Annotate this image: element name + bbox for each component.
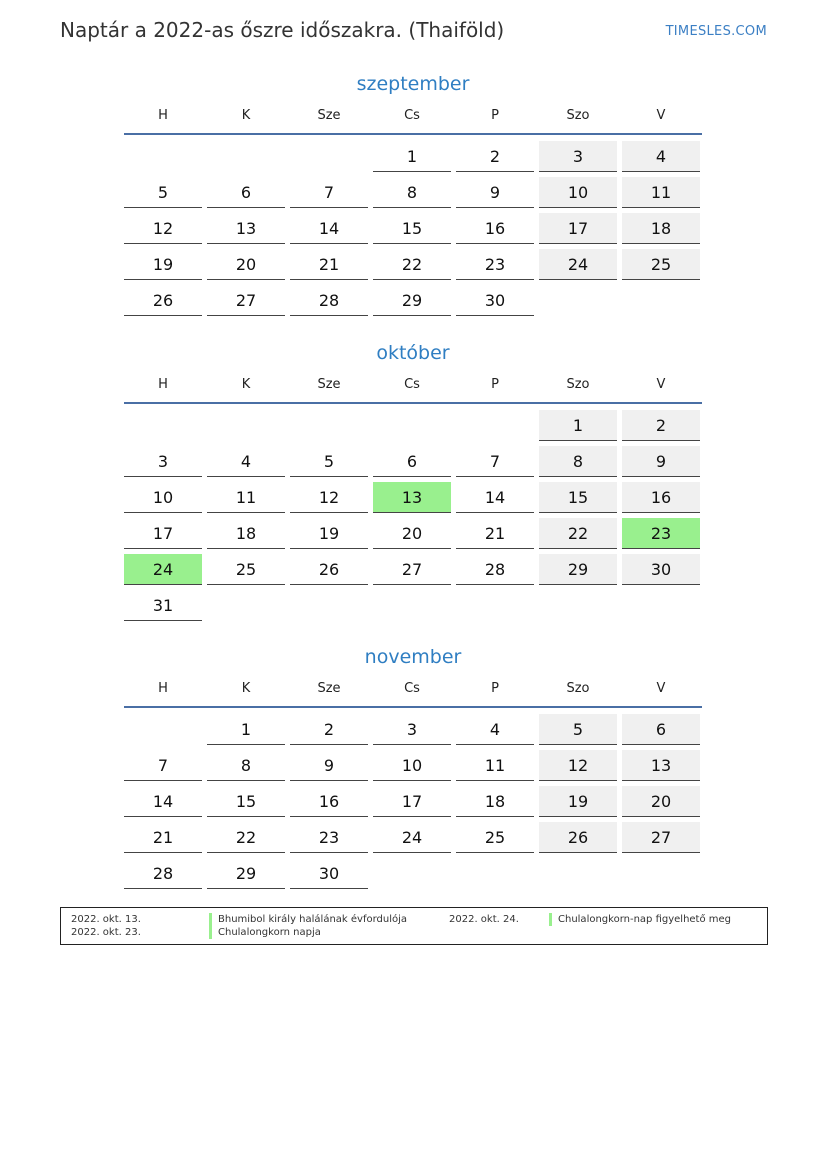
weekday-label: H [158,681,168,696]
day-cell: 9 [290,750,368,781]
day-cell: 14 [124,786,202,817]
weekday-label: V [656,108,666,123]
day-cell: 30 [290,858,368,889]
day-cell: 2 [456,141,534,172]
day-cell: 4 [207,446,285,477]
weekday-label: P [491,377,499,392]
month-september [124,72,702,316]
day-cell: 26 [539,822,617,853]
day-cell: 2 [622,410,700,441]
day-cell: 10 [124,482,202,513]
day-cell: 28 [456,554,534,585]
empty-day-cell [124,141,202,172]
day-cell: 16 [456,213,534,244]
holiday-day-cell: 23 [622,518,700,549]
day-cell: 13 [622,750,700,781]
empty-day-cell [124,714,202,745]
day-cell: 15 [207,786,285,817]
day-cell: 7 [290,177,368,208]
day-cell: 19 [124,249,202,280]
weekday-label: H [158,108,168,123]
legend-date: 2022. okt. 23. [71,927,141,938]
day-cell: 14 [290,213,368,244]
day-cell: 17 [373,786,451,817]
empty-day-cell [456,410,534,441]
month-november [124,645,702,889]
days-grid [124,410,702,621]
day-cell: 23 [290,822,368,853]
weekday-header [124,107,702,135]
weekday-label: P [491,681,499,696]
day-cell: 17 [124,518,202,549]
day-cell: 27 [207,285,285,316]
holiday-color-mark [549,913,552,926]
day-cell: 14 [456,482,534,513]
weekday-label: Cs [404,681,420,696]
day-cell: 11 [207,482,285,513]
weekday-label: V [656,681,666,696]
day-cell: 23 [456,249,534,280]
day-cell: 17 [539,213,617,244]
day-cell: 15 [373,213,451,244]
day-cell: 25 [622,249,700,280]
day-cell: 19 [539,786,617,817]
day-cell: 5 [290,446,368,477]
empty-day-cell [207,410,285,441]
days-grid [124,714,702,889]
weekday-label: K [241,681,251,696]
day-cell: 12 [539,750,617,781]
day-cell: 22 [539,518,617,549]
legend-date: 2022. okt. 24. [449,914,519,925]
weekday-label: Sze [317,108,341,123]
weekday-label: Szo [566,377,590,392]
day-cell: 20 [207,249,285,280]
empty-day-cell [290,141,368,172]
weekday-label: Sze [317,377,341,392]
day-cell: 13 [207,213,285,244]
day-cell: 27 [622,822,700,853]
day-cell: 18 [456,786,534,817]
day-cell: 12 [290,482,368,513]
legend-text: Chulalongkorn-nap figyelhető meg [558,914,732,925]
site-link[interactable]: TIMESLES.COM [665,24,767,39]
day-cell: 3 [539,141,617,172]
day-cell: 1 [207,714,285,745]
empty-day-cell [207,141,285,172]
day-cell: 24 [373,822,451,853]
day-cell: 5 [124,177,202,208]
day-cell: 7 [124,750,202,781]
day-cell: 4 [456,714,534,745]
day-cell: 11 [622,177,700,208]
legend-item [71,913,431,926]
legend-date: 2022. okt. 13. [71,914,141,925]
weekday-label: K [241,108,251,123]
weekday-header [124,376,702,404]
month-title: november [364,646,462,668]
day-cell: 25 [207,554,285,585]
day-cell: 21 [290,249,368,280]
day-cell: 18 [207,518,285,549]
day-cell: 28 [290,285,368,316]
holiday-day-cell: 24 [124,554,202,585]
legend-item [71,926,431,939]
day-cell: 16 [622,482,700,513]
day-cell: 6 [373,446,451,477]
day-cell: 30 [622,554,700,585]
day-cell: 15 [539,482,617,513]
empty-day-cell [124,410,202,441]
day-cell: 29 [539,554,617,585]
day-cell: 3 [373,714,451,745]
day-cell: 3 [124,446,202,477]
day-cell: 8 [373,177,451,208]
day-cell: 9 [456,177,534,208]
day-cell: 19 [290,518,368,549]
day-cell: 7 [456,446,534,477]
weekday-label: Szo [566,681,590,696]
day-cell: 28 [124,858,202,889]
day-cell: 1 [539,410,617,441]
day-cell: 6 [207,177,285,208]
day-cell: 22 [373,249,451,280]
weekday-label: P [491,108,499,123]
day-cell: 11 [456,750,534,781]
weekday-label: H [158,377,168,392]
month-october [124,341,702,621]
day-cell: 27 [373,554,451,585]
holiday-legend [60,907,768,945]
legend-item [449,913,759,926]
day-cell: 26 [290,554,368,585]
weekday-label: Cs [404,108,420,123]
day-cell: 10 [373,750,451,781]
day-cell: 26 [124,285,202,316]
weekday-label: Cs [404,377,420,392]
month-title: szeptember [356,73,470,95]
month-title: október [376,342,450,364]
weekday-header [124,680,702,708]
holiday-color-mark [209,913,212,926]
day-cell: 16 [290,786,368,817]
day-cell: 31 [124,590,202,621]
legend-text: Chulalongkorn napja [218,927,321,938]
empty-day-cell [290,410,368,441]
day-cell: 8 [539,446,617,477]
day-cell: 5 [539,714,617,745]
day-cell: 10 [539,177,617,208]
day-cell: 21 [124,822,202,853]
empty-day-cell [373,410,451,441]
days-grid [124,141,702,316]
day-cell: 12 [124,213,202,244]
day-cell: 6 [622,714,700,745]
day-cell: 29 [373,285,451,316]
day-cell: 20 [373,518,451,549]
weekday-label: Szo [566,108,590,123]
weekday-label: K [241,377,251,392]
day-cell: 9 [622,446,700,477]
day-cell: 20 [622,786,700,817]
day-cell: 4 [622,141,700,172]
day-cell: 29 [207,858,285,889]
day-cell: 24 [539,249,617,280]
day-cell: 21 [456,518,534,549]
day-cell: 1 [373,141,451,172]
legend-text: Bhumibol király halálának évfordulója [218,914,408,925]
day-cell: 2 [290,714,368,745]
day-cell: 8 [207,750,285,781]
holiday-day-cell: 13 [373,482,451,513]
day-cell: 22 [207,822,285,853]
day-cell: 18 [622,213,700,244]
day-cell: 30 [456,285,534,316]
day-cell: 25 [456,822,534,853]
holiday-color-mark [209,926,212,939]
page-title: Naptár a 2022-as őszre időszakra. (Thaiföld) [60,18,505,42]
weekday-label: V [656,377,666,392]
weekday-label: Sze [317,681,341,696]
